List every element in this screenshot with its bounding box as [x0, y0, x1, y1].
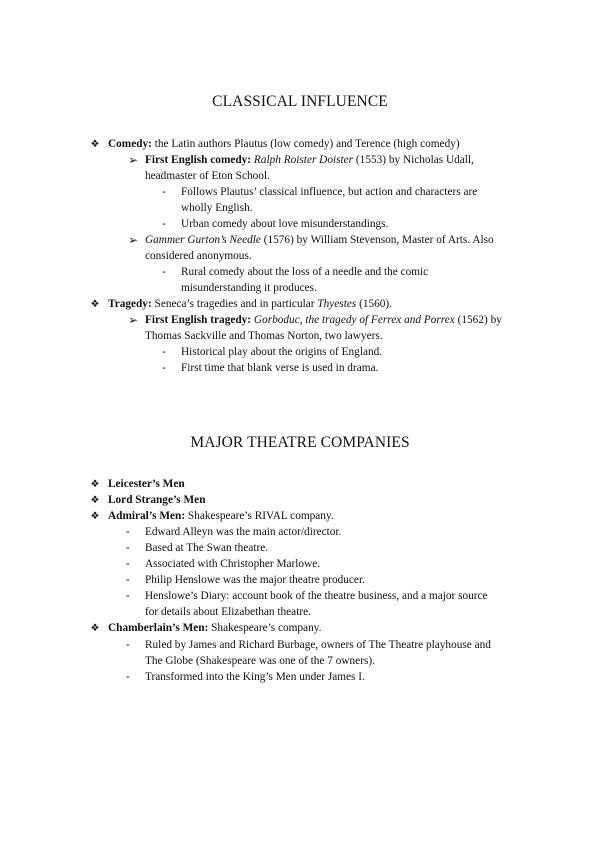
first-tragedy-work: Gorboduc, the tragedy of Ferrex and Porrex: [253, 314, 455, 326]
first-comedy-work: Ralph Roister Doister: [253, 154, 354, 166]
tragedy-line: [108, 296, 392, 312]
gammer-work: Gammer Gurton’s Needle: [145, 234, 261, 246]
comedy-line: [108, 136, 460, 152]
bullet-icon: ❖: [90, 479, 100, 490]
chamberlain-label: Chamberlain’s Men:: [108, 622, 209, 634]
comedy-label: Comedy:: [108, 138, 152, 150]
bullet-icon: ❖: [90, 623, 100, 634]
first-comedy-label: First English comedy:: [145, 154, 252, 166]
dash-icon: -: [162, 346, 166, 358]
list-item: Henslowe’s Diary: account book of the theatre business, and a major source: [145, 590, 488, 602]
bullet-icon: ❖: [90, 299, 100, 310]
chamberlain-text: Shakespeare’s company.: [208, 622, 322, 634]
dash-icon: -: [126, 671, 130, 683]
first-tragedy-label: First English tragedy:: [145, 314, 252, 326]
tragedy-label: Tragedy:: [108, 298, 152, 310]
leicester-men: Leicester’s Men: [108, 478, 185, 490]
dash-icon: -: [126, 542, 130, 554]
bullet-icon: ❖: [90, 511, 100, 522]
tragedy-text-end: (1560).: [356, 298, 393, 310]
list-item: The Globe (Shakespeare was one of the 7 owners).: [145, 655, 375, 667]
dash-icon: -: [126, 558, 130, 570]
arrow-icon: ➢: [128, 233, 139, 247]
list-item: misunderstanding it produces.: [181, 282, 317, 294]
section-title-classical-influence: CLASSICAL INFLUENCE: [212, 93, 388, 110]
dash-icon: -: [162, 266, 166, 278]
first-comedy-line: [145, 152, 474, 168]
section-title-major-theatre-companies: MAJOR THEATRE COMPANIES: [190, 434, 410, 451]
list-item: Follows Plautus’ classical influence, but action and characters are: [181, 186, 478, 198]
dash-icon: -: [162, 218, 166, 230]
first-tragedy-line: [145, 312, 502, 328]
admiral-text: Shakespeare’s RIVAL company.: [185, 510, 334, 522]
list-item: Associated with Christopher Marlowe.: [145, 558, 321, 570]
dash-icon: -: [126, 590, 130, 602]
list-item: Transformed into the King’s Men under James I.: [145, 671, 365, 683]
gammer-text1: (1576) by William Stevenson, Master of Arts. Also: [260, 234, 494, 246]
list-item: Rural comedy about the loss of a needle and the comic: [181, 266, 429, 278]
first-tragedy-text2: Thomas Sackville and Thomas Norton, two lawyers.: [145, 330, 383, 342]
list-item: Historical play about the origins of England.: [181, 346, 383, 358]
dash-icon: -: [162, 186, 166, 198]
tragedy-text: Seneca’s tragedies and in particular: [151, 298, 318, 310]
dash-icon: -: [162, 362, 166, 374]
list-item: wholly English.: [181, 202, 253, 214]
lord-strange-men: Lord Strange’s Men: [108, 494, 206, 506]
list-item: Urban comedy about love misunderstandings.: [181, 218, 389, 230]
admiral-label: Admiral’s Men:: [108, 510, 186, 522]
first-tragedy-text1: (1562) by: [454, 314, 502, 326]
list-item: Philip Henslowe was the major theatre producer.: [145, 574, 365, 586]
list-item: for details about Elizabethan theatre.: [145, 606, 311, 618]
gammer-text2: considered anonymous.: [145, 250, 252, 262]
first-comedy-text2: headmaster of Eton School.: [145, 170, 270, 182]
chamberlain-line: [108, 620, 321, 636]
gammer-line: [145, 232, 494, 248]
arrow-icon: ➢: [128, 153, 139, 167]
bullet-icon: ❖: [90, 139, 100, 150]
bullet-icon: ❖: [90, 495, 100, 506]
list-item: Based at The Swan theatre.: [145, 542, 269, 554]
tragedy-work: Thyestes: [317, 298, 357, 310]
dash-icon: -: [126, 639, 130, 651]
list-item: Edward Alleyn was the main actor/director.: [145, 526, 342, 538]
list-item: Ruled by James and Richard Burbage, owners of The Theatre playhouse and: [145, 639, 491, 651]
first-comedy-text1: (1553) by Nicholas Udall,: [353, 154, 474, 166]
dash-icon: -: [126, 574, 130, 586]
arrow-icon: ➢: [128, 313, 139, 327]
comedy-text: the Latin authors Plautus (low comedy) and Terence (high comedy): [151, 138, 460, 150]
dash-icon: -: [126, 526, 130, 538]
list-item: First time that blank verse is used in drama.: [181, 362, 379, 374]
admiral-line: [108, 508, 334, 524]
